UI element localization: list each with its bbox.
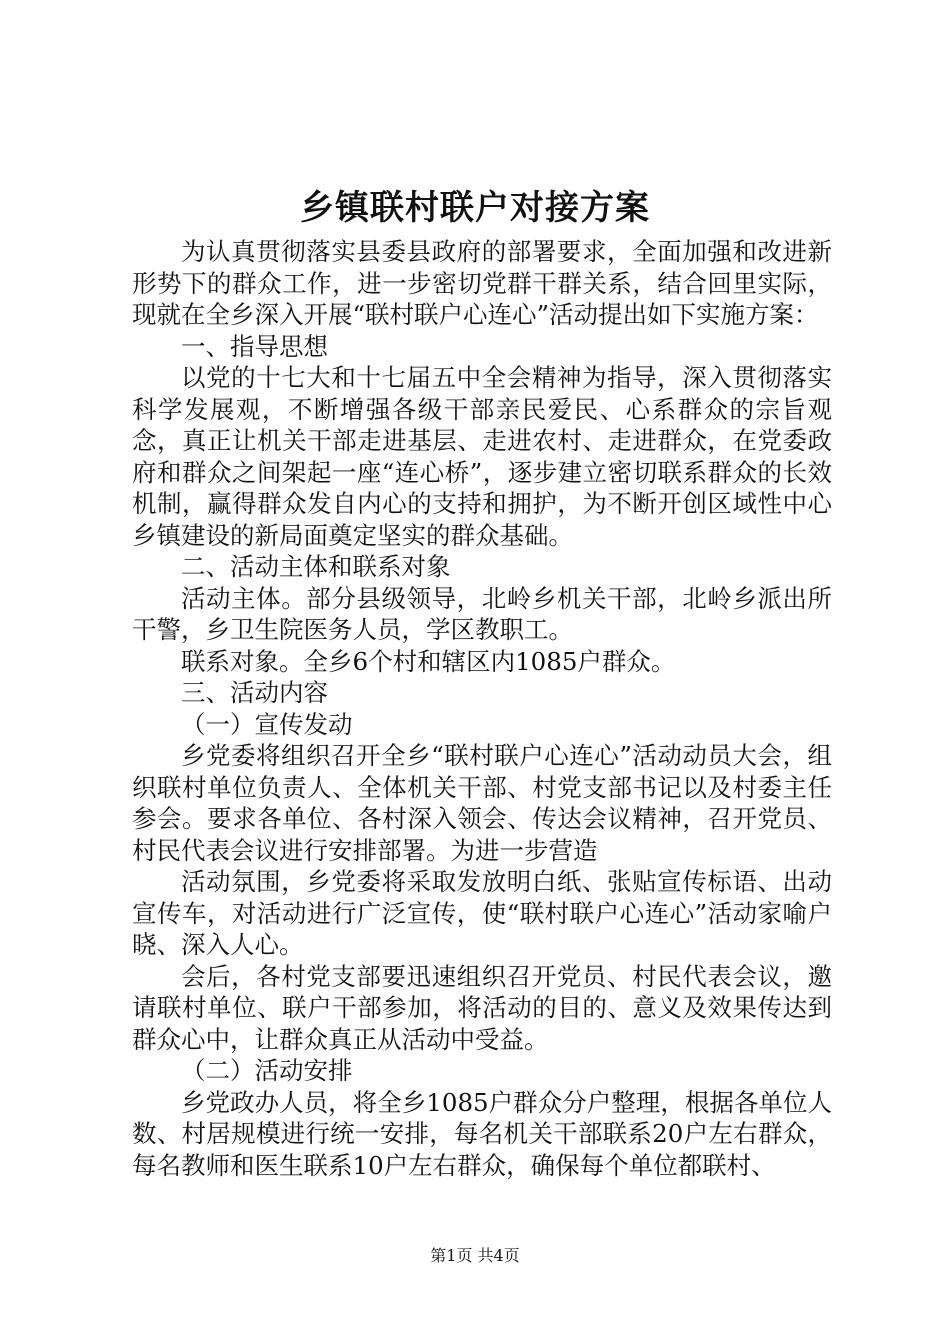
subheading-publicity: （一）宣传发动 (181, 709, 353, 739)
heading-subjects-and-targets: 二、活动主体和联系对象 (181, 552, 451, 581)
paragraph-contact-targets: 联系对象。全乡6个村和辖区内1085户群众。 (181, 646, 676, 676)
paragraph-intro: 为认真贯彻落实县委县政府的部署要求，全面加强和改进新形势下的群众工作，进一步密切党群干群关系，结合回里实际，现就在全乡深入开展“联村联户心连心”活动提出如下实施方案： (132, 237, 832, 329)
document-title: 乡镇联村联户对接方案 (300, 188, 650, 228)
paragraph-activity-subjects: 活动主体。部分县级领导，北岭乡机关干部，北岭乡派出所干警，乡卫生院医务人员，学区教职工。 (132, 583, 832, 644)
paragraph-guiding-ideology: 以党的十七大和十七届五中全会精神为指导，深入贯彻落实科学发展观，不断增强各级干部亲民爱民、心系群众的宗旨观念，真正让机关干部走进基层、走进农村、走进群众，在党委政府和群众之间架起一座“连心桥”，逐步建立密切联系群众的长效机制，赢得群众发自内心的支持和拥护，为不断开创区域性中心乡镇建设的新局面奠定坚实的群众基础。 (132, 363, 832, 550)
subheading-arrangement: （二）活动安排 (181, 1056, 353, 1085)
paragraph-village-meetings: 会后，各村党支部要迅速组织召开党员、村民代表会议，邀请联村单位、联户干部参加，将活动的目的、意义及效果传达到群众心中，让群众真正从活动中受益。 (132, 961, 832, 1054)
heading-guiding-ideology: 一、指导思想 (181, 331, 328, 361)
document-body (132, 236, 832, 1181)
paragraph-publicity-atmosphere: 活动氛围，乡党委将采取发放明白纸、张贴宣传标语、出动宣传车，对活动进行广泛宣传，使“联村联户心连心”活动家喻户晓、深入人心。 (132, 867, 832, 959)
heading-activity-content: 三、活动内容 (181, 678, 328, 707)
paragraph-publicity-meeting: 乡党委将组织召开全乡“联村联户心连心”活动动员大会，组织联村单位负责人、全体机关干部、村党支部书记以及村委主任参会。要求各单位、各村深入领会、传达会议精神，召开党员、村民代表会议进行安排部署。为进一步营造 (132, 741, 832, 865)
page-footer: 第1页 共4页 (430, 1246, 520, 1265)
paragraph-arrangement: 乡党政办人员，将全乡1085户群众分户整理，根据各单位人数、村居规模进行统一安排，每名机关干部联系20户左右群众，每名教师和医生联系10户左右群众，确保每个单位都联村、 (132, 1087, 832, 1180)
